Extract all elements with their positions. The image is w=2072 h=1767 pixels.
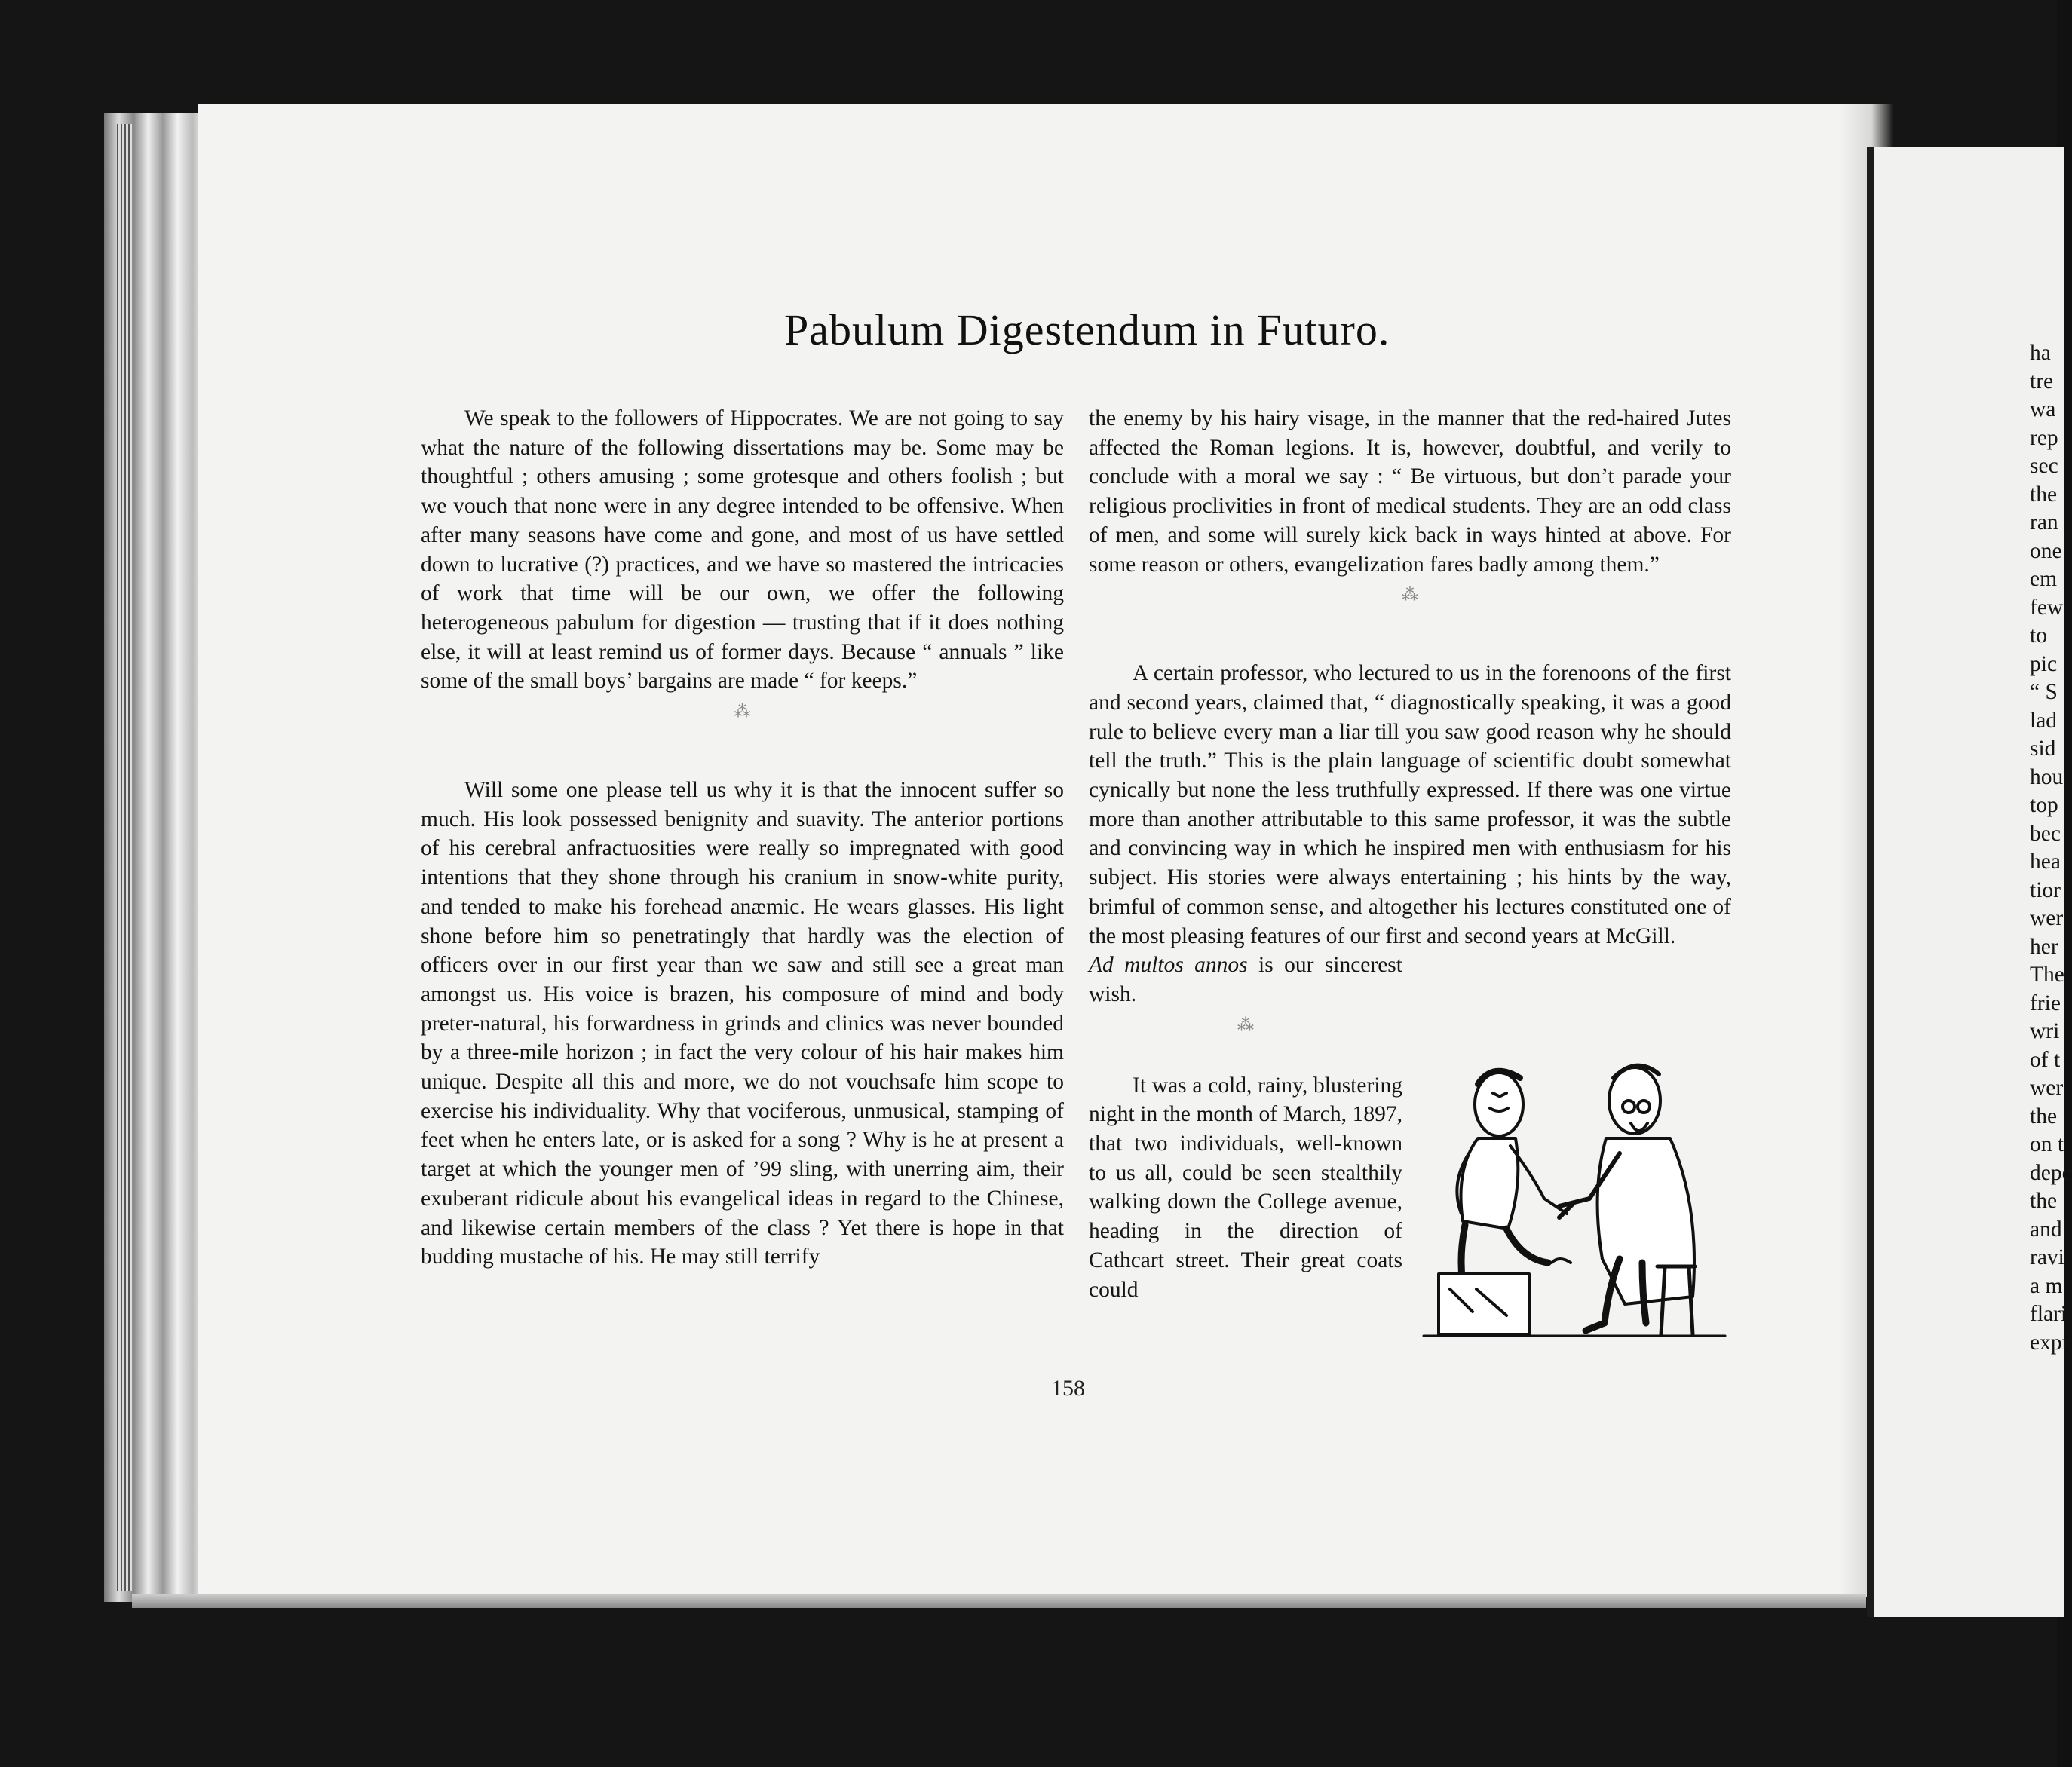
next-page-line-fragment: “ S	[2030, 680, 2058, 704]
cartoon-illustration	[1408, 1048, 1733, 1342]
next-page-line-fragment: lad	[2030, 708, 2058, 733]
next-page-line-fragment: to	[2030, 623, 2047, 648]
next-page-line-fragment: ran	[2030, 510, 2058, 534]
next-page-line-fragment: tior	[2030, 877, 2061, 902]
next-page-line-fragment: the	[2030, 1104, 2058, 1128]
text-column-left	[421, 404, 1064, 1272]
next-page-line-fragment: flari	[2030, 1302, 2067, 1326]
next-page-line-fragment: em	[2030, 567, 2058, 591]
next-page-line-fragment: hou	[2030, 764, 2064, 789]
section-separator: ⁂	[734, 702, 751, 721]
next-page-line-fragment: The	[2030, 963, 2064, 987]
next-page-line-fragment: rep	[2030, 425, 2058, 450]
next-page-line-fragment: wa	[2030, 397, 2056, 421]
next-page-line-fragment: bec	[2030, 821, 2061, 846]
paragraph-continued: the enemy by his hairy visage, in the manner that the red-haired Jutes affected the Roman legions. It is, however, doubtful, and verily to conclude with a moral we say : “ Be virtuous, but don’t parade your religious proclivities in front of medical students. They are an odd class of men, and some will surely kick back in ways hinted at above. For some reason or others, evangelization fares badly among them.”	[1089, 406, 1731, 577]
next-page-line-fragment: wer	[2030, 906, 2064, 930]
paragraph-wish	[1089, 951, 1402, 1009]
section-separator: ⁂	[1237, 1015, 1254, 1034]
next-page-line-fragment: the	[2030, 482, 2058, 507]
paragraph-night: It was a cold, rainy, blustering night in the month of March, 1897, that two individuals, well-known to us all, could be seen stealthily walking down the College avenue, heading in the direction of Cathcart street. Their great coats could	[1089, 1073, 1402, 1302]
next-page-line-fragment: wri	[2030, 1019, 2060, 1043]
next-page-line-fragment: ravi	[2030, 1245, 2064, 1269]
wish-text: is our sincerest wish.	[1089, 953, 1402, 1006]
next-page-line-fragment: wer	[2030, 1076, 2064, 1100]
next-page-line-fragment: top	[2030, 793, 2058, 817]
page-number: 158	[1051, 1376, 1085, 1401]
latin-phrase: Ad multos annos	[1089, 953, 1248, 978]
next-page-line-fragment: sid	[2030, 737, 2056, 761]
next-page-line-fragment: and	[2030, 1217, 2062, 1242]
next-page-line-fragment: hea	[2030, 850, 2061, 874]
paragraph-innocent: Will some one please tell us why it is that the innocent suffer so much. His look possessed benignity and suavity. The anterior portions of his cerebral anfractuosities were really so impregnated with good intentions that they shone through his cranium in snow-white purity, and tended to make his forehead anæmic. He wears glasses. His light shone before him so penetratingly that hardly was the election of officers over in our first year than we saw and still see a great man amongst us. His voice is brazen, his composure of mind and body preter-natural, his forwardness in grinds and clinics was never bounded by a three-mile horizon ; in fact the very colour of his hair makes him unique. Despite all this and more, we do not vouchsafe him scope to exercise his individuality. Why that vociferous, unmusical, stamping of feet when he enters late, or is asked for a song ? Why is he at present a target at which the younger men of ’99 sling, with unerring aim, their exuberant ridicule about his evangelical ideas in regard to the Chinese, and likewise certain members of the class ? Yet there is hope in that budding mustache of his. He may still terrify	[421, 778, 1064, 1269]
next-page-line-fragment: of t	[2030, 1047, 2061, 1072]
paragraph-professor: A certain professor, who lectured to us in the forenoons of the first and second years, claimed that, “ diagnostically speaking, it was a good rule to believe every man a liar till you saw good reason why he should tell the truth.” This is the plain language of scientific doubt somewhat cynically but none the less truthfully expressed. If there was one virtue more than another attributable to this same professor, it was the subtle and convincing way in which he inspired men with enthusiasm for his subject. His stories were always entertaining ; his hints by the way, brimful of common sense, and altogether his lectures constituted one of the most pleasing features of our first and second years at McGill.	[1089, 661, 1731, 948]
book-page-edges-inner	[117, 124, 132, 1591]
next-page-line-fragment: expr	[2030, 1330, 2070, 1355]
next-page-line-fragment: frie	[2030, 991, 2061, 1015]
next-page-line-fragment: a m	[2030, 1273, 2063, 1298]
next-page-line-fragment: on t	[2030, 1132, 2064, 1156]
next-page-line-fragment: sec	[2030, 454, 2058, 478]
next-page-line-fragment: ha	[2030, 341, 2051, 365]
next-page-line-fragment: the	[2030, 1189, 2058, 1213]
next-page-text-fragments	[2030, 339, 2072, 1380]
next-page-line-fragment: depe	[2030, 1160, 2072, 1185]
next-page-line-fragment: tre	[2030, 369, 2054, 394]
page-title: Pabulum Digestendum in Futuro.	[784, 305, 1390, 354]
next-page-line-fragment: one	[2030, 538, 2062, 563]
next-page-line-fragment: her	[2030, 934, 2058, 959]
book-bottom-edge	[132, 1594, 1866, 1608]
next-page-line-fragment: few	[2030, 595, 2064, 620]
section-separator: ⁂	[1402, 585, 1418, 605]
next-page-line-fragment: pic	[2030, 651, 2058, 676]
paragraph-intro: We speak to the followers of Hippocrates. We are not going to say what the nature of the following dissertations may be. Some may be thoughtful ; others amusing ; some grotesque and others foolish ; but we vouch that none were in any degree intended to be offensive. When after many seasons have come and gone, and most of us have settled down to lucrative (?) practices, and we have so mastered the intricacies of work that time will be our own, we offer the following heterogeneous pabulum for digestion — trusting that if it does nothing else, it will at least remind us of former days. Because “ annuals ” like some of the small boys’ bargains are made “ for keeps.”	[421, 406, 1064, 694]
